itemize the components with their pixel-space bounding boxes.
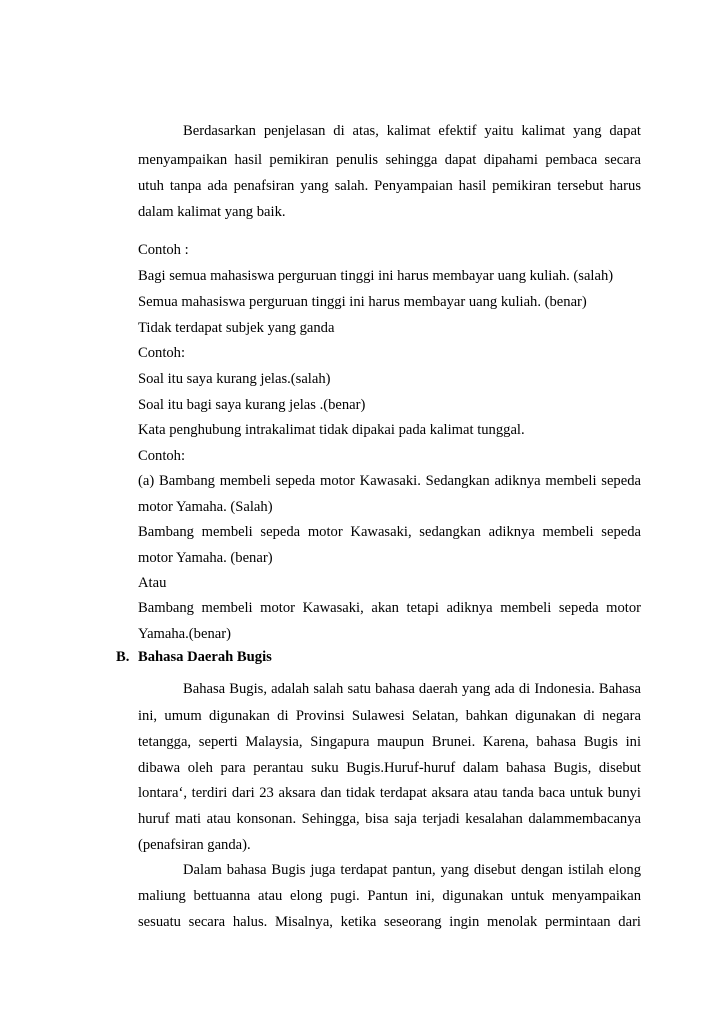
paragraph-1-line: menyampaikan hasil pemikiran penulis sehingga dapat dipahami pembaca secara (138, 152, 641, 168)
paragraph-1-line: utuh tanpa ada penafsiran yang salah. Penyampaian hasil pemikiran tersebut harus (138, 178, 641, 194)
example-line: motor Yamaha. (Salah) (138, 499, 273, 515)
section-heading (116, 648, 272, 666)
paragraph-2-line: Bahasa Bugis, adalah salah satu bahasa daerah yang ada di Indonesia. Bahasa (183, 681, 641, 697)
example-line: motor Yamaha. (benar) (138, 550, 273, 566)
paragraph-1-line: Berdasarkan penjelasan di atas, kalimat efektif yaitu kalimat yang dapat (183, 123, 641, 139)
example-line: Bambang membeli motor Kawasaki, akan tetapi adiknya membeli sepeda motor (138, 600, 641, 616)
paragraph-2-line: huruf mati atau konsonan. Sehingga, bisa saja terjadi kesalahan dalammembacanya (138, 811, 641, 827)
example-line: Tidak terdapat subjek yang ganda (138, 320, 335, 336)
example-line: (a) Bambang membeli sepeda motor Kawasaki. Sedangkan adiknya membeli sepeda (138, 473, 641, 489)
paragraph-2-line: lontara‘, terdiri dari 23 aksara dan tidak terdapat aksara atau tanda baca untuk bunyi (138, 785, 641, 801)
example-line: Bagi semua mahasiswa perguruan tinggi ini harus membayar uang kuliah. (salah) (138, 268, 614, 284)
paragraph-2-line: dibawa oleh para perantau suku Bugis.Huruf-huruf dalam bahasa Bugis, disebut (138, 760, 641, 776)
example-line: Atau (138, 575, 167, 591)
paragraph-1-line: dalam kalimat yang baik. (138, 204, 286, 220)
example-line: Contoh : (138, 242, 189, 258)
paragraph-3-line: sesuatu secara halus. Misalnya, ketika seseorang ingin menolak permintaan dari (138, 914, 641, 930)
example-line: Soal itu saya kurang jelas.(salah) (138, 371, 331, 387)
paragraph-2-line: tetangga, seperti Malaysia, Singapura maupun Brunei. Karena, bahasa Bugis ini (138, 734, 641, 750)
paragraph-2-line: (penafsiran ganda). (138, 837, 251, 853)
paragraph-3-line: maliung bettuanna atau elong pugi. Pantun ini, digunakan untuk menyampaikan (138, 888, 641, 904)
example-line: Soal itu bagi saya kurang jelas .(benar) (138, 397, 366, 413)
paragraph-3-line: Dalam bahasa Bugis juga terdapat pantun, yang disebut dengan istilah elong (183, 862, 641, 878)
example-line: Yamaha.(benar) (138, 626, 231, 642)
example-line: Kata penghubung intrakalimat tidak dipakai pada kalimat tunggal. (138, 422, 525, 438)
example-line: Bambang membeli sepeda motor Kawasaki, sedangkan adiknya membeli sepeda (138, 524, 641, 540)
example-line: Contoh: (138, 345, 186, 361)
section-letter: B. (116, 649, 130, 665)
example-line: Semua mahasiswa perguruan tinggi ini harus membayar uang kuliah. (benar) (138, 294, 587, 310)
paragraph-2-line: ini, umum digunakan di Provinsi Sulawesi Selatan, bahkan digunakan di negara (138, 708, 641, 724)
example-line: Contoh: (138, 448, 186, 464)
section-title: Bahasa Daerah Bugis (138, 649, 272, 665)
